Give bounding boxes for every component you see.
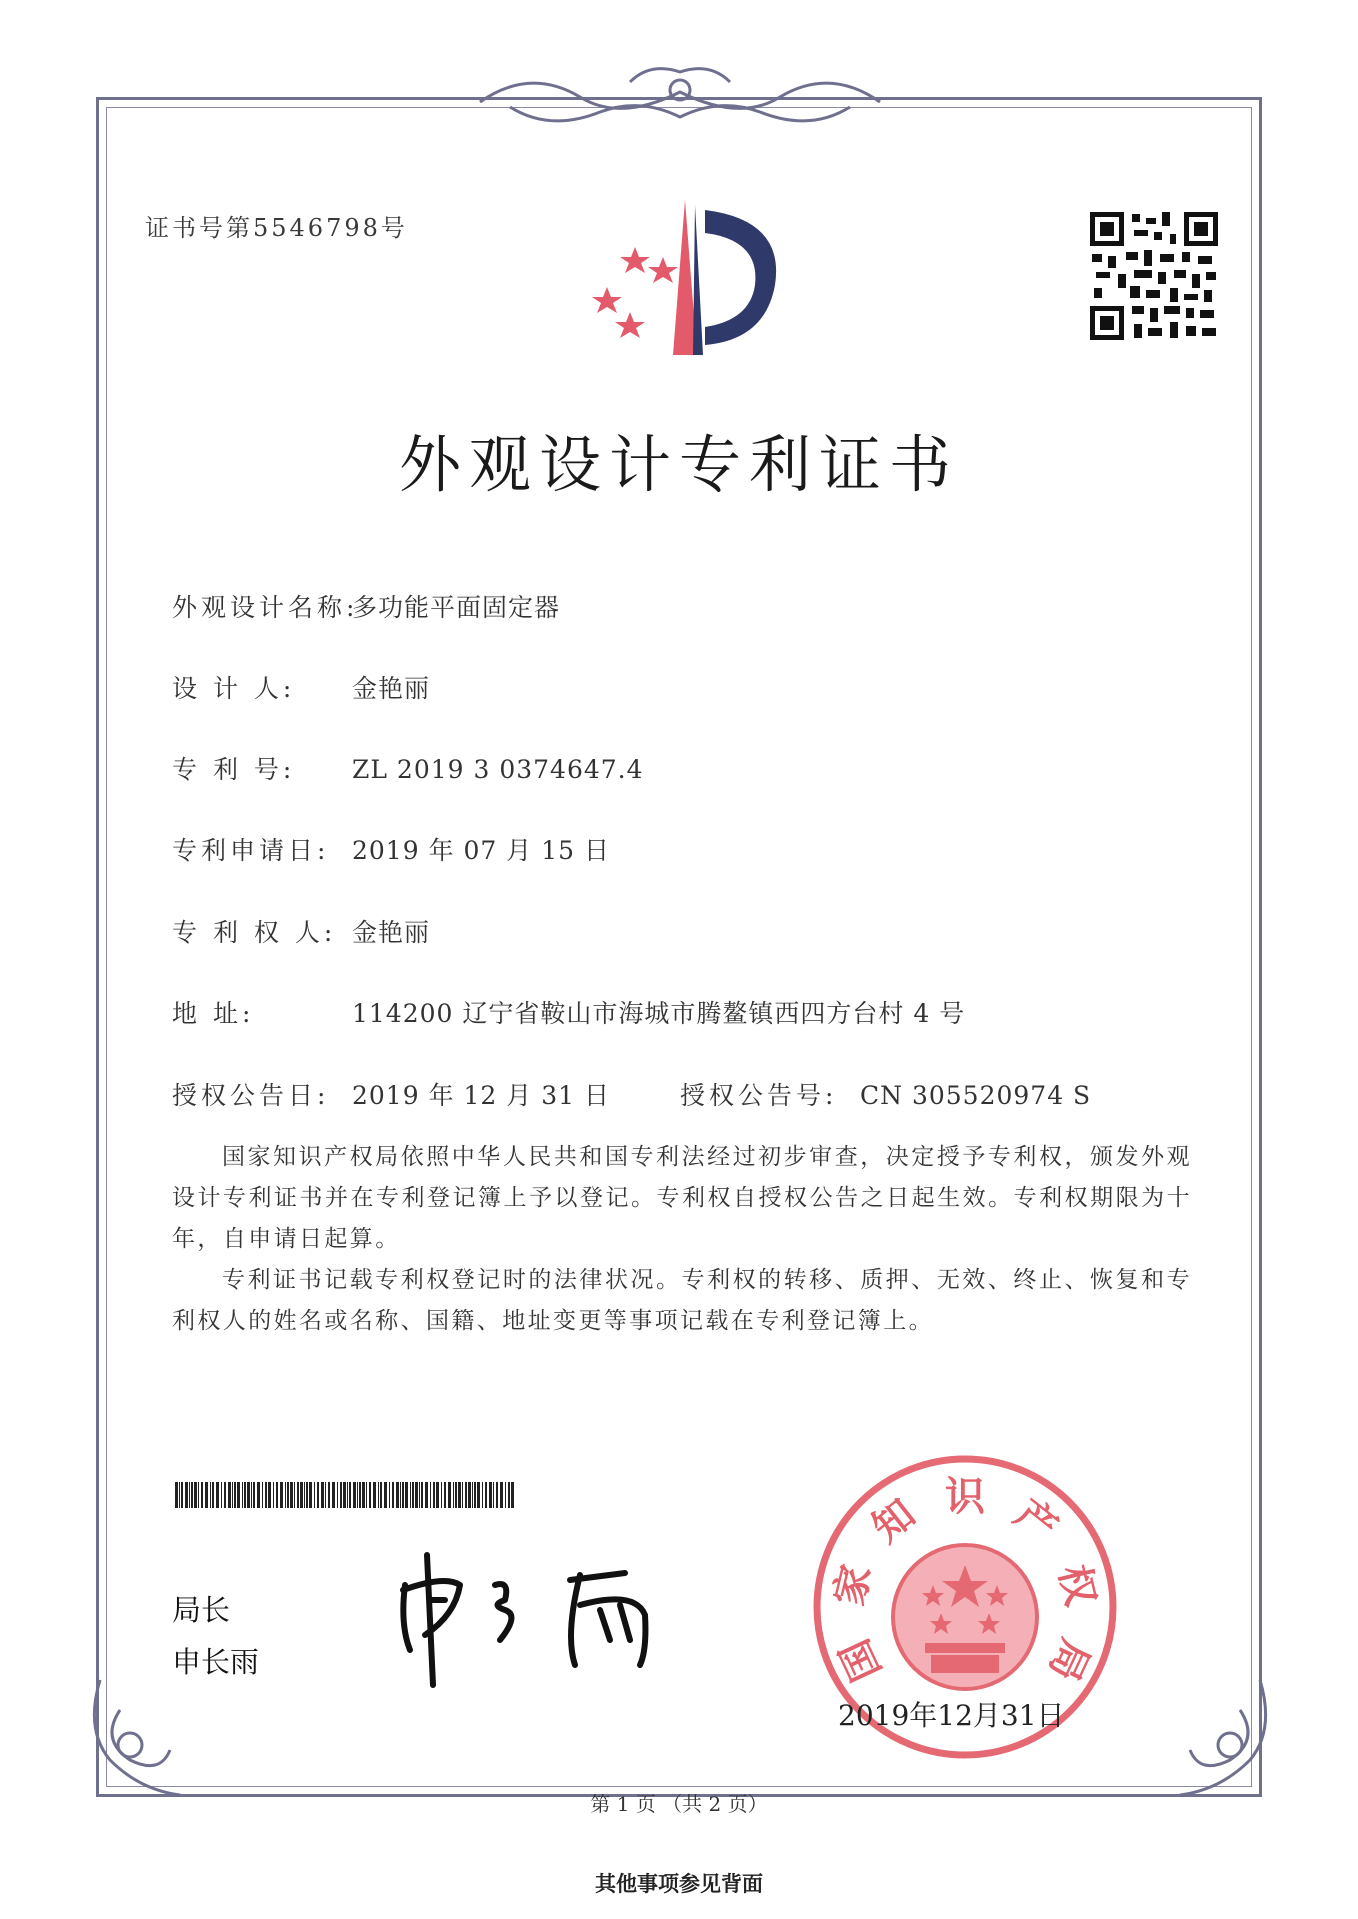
field-designer (172, 669, 430, 705)
field-label: 专 利 号: (172, 755, 296, 784)
field-label: 外观设计名称: (172, 593, 359, 622)
director-block (172, 1584, 259, 1688)
seal-char: 识 (945, 1474, 985, 1520)
director-signature (385, 1545, 685, 1695)
field-label: 设 计 人: (172, 674, 296, 703)
field-label: 专 利 权 人: (172, 918, 337, 947)
field-label: 授权公告号: (680, 1081, 838, 1110)
paragraph-legal-status: 专利证书记载专利权登记时的法律状况。专利权的转移、质押、无效、终止、恢复和专利权人的姓名或名称、国籍、地址变更等事项记载在专利登记簿上。 (172, 1267, 1192, 1334)
page-number: 第 1 页 （共 2 页） (590, 1792, 768, 1816)
director-name: 申长雨 (172, 1645, 260, 1679)
field-patentee (172, 913, 430, 949)
seal-char: 国 (831, 1632, 891, 1688)
patent-office-logo (585, 195, 795, 365)
seal-char: 权 (1049, 1560, 1104, 1610)
field-design-name (172, 588, 560, 624)
certificate-number: 证书号第5546798号 (145, 214, 408, 242)
field-value: 金艳丽 (352, 918, 431, 947)
paragraph-grant-statement: 国家知识产权局依照中华人民共和国专利法经过初步审查，决定授予专利权，颁发外观设计专利证书并在专利登记簿上予以登记。专利权自授权公告之日起生效。专利权期限为十年，自申请日起算。 (172, 1144, 1192, 1252)
field-value: 2019 年 07 月 15 日 (352, 836, 610, 865)
field-grant-number (680, 1076, 1091, 1112)
field-value: 2019 年 12 月 31 日 (352, 1081, 610, 1110)
seal-char: 知 (864, 1491, 924, 1553)
field-value: 114200 辽宁省鞍山市海城市腾鳌镇西四方台村 4 号 (352, 999, 966, 1028)
field-patent-number (172, 750, 644, 786)
field-value: 多功能平面固定器 (352, 593, 561, 622)
certificate-body-text (172, 1137, 1192, 1342)
certificate-title: 外观设计专利证书 (398, 428, 959, 501)
field-label: 专利申请日: (172, 836, 330, 865)
field-grant-date (172, 1076, 610, 1112)
director-title: 局长 (172, 1593, 231, 1627)
top-ornament (470, 62, 890, 142)
field-address (172, 994, 965, 1030)
seal-date: 2019年12月31日 (838, 1699, 1065, 1732)
seal-char: 局 (1039, 1632, 1099, 1688)
seal-char: 产 (1006, 1491, 1066, 1553)
back-page-note: 其他事项参见背面 (595, 1871, 763, 1896)
barcode (175, 1482, 515, 1508)
seal-char: 家 (826, 1560, 881, 1610)
field-application-date (172, 831, 610, 867)
field-label: 地 址: (172, 999, 255, 1028)
field-value: ZL 2019 3 0374647.4 (352, 755, 644, 784)
qr-code (1090, 212, 1218, 340)
field-label: 授权公告日: (172, 1081, 330, 1110)
field-value: 金艳丽 (352, 674, 431, 703)
field-value: CN 305520974 S (860, 1081, 1092, 1110)
